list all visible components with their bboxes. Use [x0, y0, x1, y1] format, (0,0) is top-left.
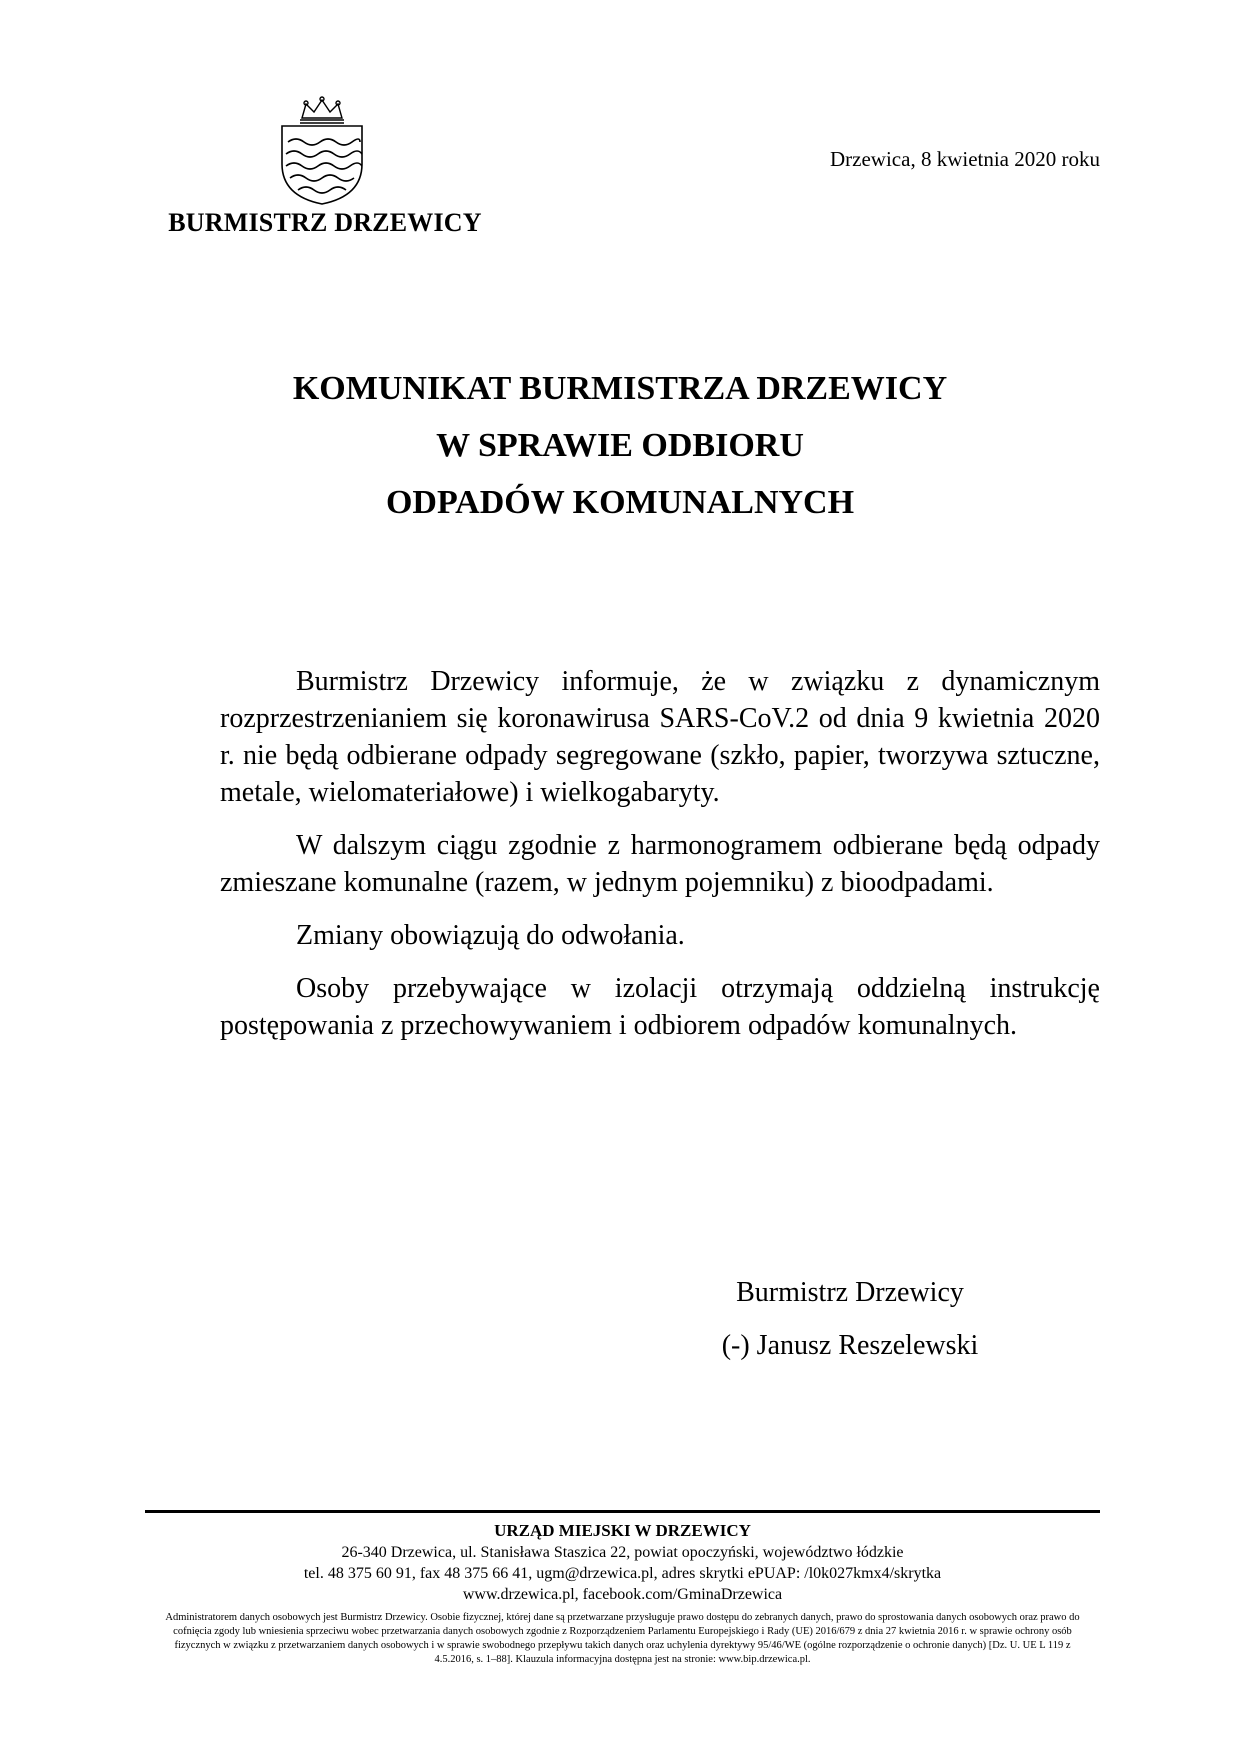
body-paragraph: Burmistrz Drzewicy informuje, że w związku z dynamicznym rozprzestrzenianiem się koronawirusa SARS-CoV.2 od dnia 9 kwietnia 2020 r. nie będą odbierane odpady segregowane (szkło, papier, tworzywa sztuczne, metale, wielomateriałowe) i wielkogabaryty. [220, 666, 1100, 808]
footer-divider [145, 1510, 1100, 1513]
announcement-body [220, 663, 1100, 1060]
signature-block [640, 1266, 1060, 1372]
footer-gdpr-clause: Administratorem danych osobowych jest Burmistrz Drzewicy. Osobie fizycznej, której dane są przetwarzane przysługuje prawo dostępu do zebranych danych, prawo do sprostowania danych osobowych oraz prawo do cofnięcia zgody lub wniesienia sprzeciwu wobec przetwarzania danych osobowych zgodnie z Rozporządzeniem Parlamentu Europejskiego i Rady (UE) 2016/679 z dnia 27 kwietnia 2016 r. w sprawie ochrony osób fizycznych w związku z przetwarzaniem danych osobowych i w sprawie swobodnego przepływu takich danych oraz uchylenia dyrektywy 95/46/WE (ogólne rozporządzenie o ochronie danych) [Dz. U. UE L 119 z 4.5.2016, s. 1–88]. Klauzula informacyjna dostępna jest na stronie: www.bip.drzewica.pl. [165, 1612, 1080, 1665]
place-date: Drzewica, 8 kwietnia 2020 roku [830, 147, 1100, 171]
signature-role: Burmistrz Drzewicy [736, 1277, 964, 1308]
footer-address: 26-340 Drzewica, ul. Stanisława Staszica 22, powiat opoczyński, województwo łódzkie [341, 1544, 904, 1561]
footer-contact: tel. 48 375 60 91, fax 48 375 66 41, ugm@drzewica.pl, adres skrytki ePUAP: /l0k027kmx4/skrytka [303, 1565, 942, 1582]
coat-of-arms-icon [276, 92, 368, 208]
title-line: KOMUNIKAT BURMISTRZA DRZEWICY [292, 370, 948, 407]
footer-web: www.drzewica.pl, facebook.com/GminaDrzewica [462, 1586, 783, 1603]
title-line: W SPRAWIE ODBIORU [436, 427, 804, 464]
footer [145, 1520, 1100, 1667]
issuer-name: BURMISTRZ DRZEWICY [168, 208, 482, 237]
body-paragraph: Zmiany obowiązują do odwołania. [296, 920, 685, 951]
document-title [140, 360, 1100, 531]
body-paragraph: Osoby przebywające w izolacji otrzymają oddzielną instrukcję postępowania z przechowywaniem i odbiorem odpadów komunalnych. [220, 973, 1100, 1041]
signature-name: (-) Janusz Reszelewski [721, 1330, 979, 1361]
body-paragraph: W dalszym ciągu zgodnie z harmonogramem odbierane będą odpady zmieszane komunalne (razem, w jednym pojemniku) z bioodpadami. [220, 830, 1100, 898]
footer-office: URZĄD MIEJSKI W DRZEWICY [494, 1521, 751, 1540]
title-line: ODPADÓW KOMUNALNYCH [385, 484, 855, 521]
